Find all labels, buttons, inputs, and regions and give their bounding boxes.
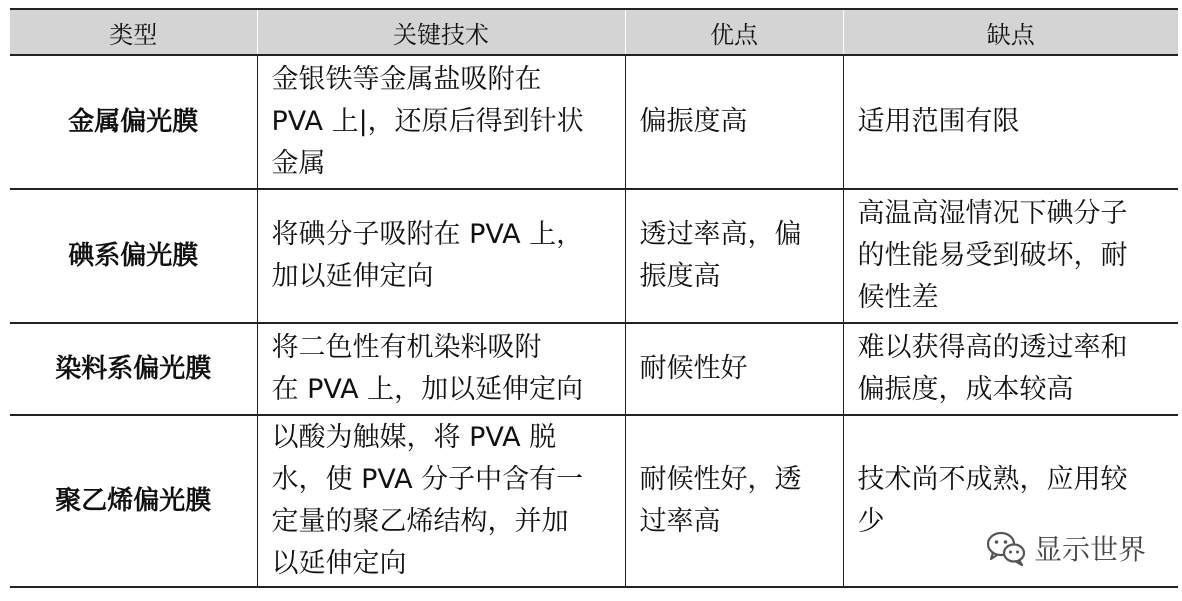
cell-pros (625, 55, 843, 189)
cell-type: 染料系偏光膜 (10, 323, 257, 415)
text-line: 耐候性好 (639, 353, 748, 384)
cell-tech (257, 323, 625, 415)
text-line: 加以延伸定向 (271, 261, 434, 292)
text-line: 过率高 (639, 506, 721, 537)
text-line: 透过率高，偏 (639, 219, 802, 250)
comparison-table (10, 8, 1178, 588)
header-row (10, 9, 1178, 55)
text-line: 难以获得高的透过率和 (857, 332, 1128, 363)
cell-tech (257, 415, 625, 587)
cell-pros (625, 415, 843, 587)
cell-pros (625, 323, 843, 415)
text-line: 适用范围有限 (857, 106, 1020, 137)
header-key-technology: 关键技术 (257, 9, 625, 55)
text-line: 技术尚不成熟，应用较 (857, 464, 1128, 495)
cell-type: 聚乙烯偏光膜 (10, 415, 257, 587)
header-advantages: 优点 (625, 9, 843, 55)
text-line: 耐候性好，透 (639, 464, 802, 495)
cell-cons (843, 55, 1178, 189)
header-type: 类型 (10, 9, 257, 55)
text-line: 水，使 PVA 分子中含有一 (271, 464, 584, 495)
cell-type: 金属偏光膜 (10, 55, 257, 189)
text-line: 少 (857, 506, 885, 537)
text-line: PVA 上|，还原后得到针状 (271, 106, 584, 137)
text-line: 在 PVA 上，加以延伸定向 (271, 374, 584, 405)
cell-pros (625, 189, 843, 323)
cell-tech (257, 55, 625, 189)
text-line: 定量的聚乙烯结构，并加 (271, 506, 569, 537)
cell-type: 碘系偏光膜 (10, 189, 257, 323)
table-row (10, 55, 1178, 189)
text-line: 偏振度高 (639, 106, 748, 137)
text-line: 将碘分子吸附在 PVA 上， (271, 219, 584, 250)
text-line: 候性差 (857, 282, 939, 313)
text-line: 金银铁等金属盐吸附在 (271, 64, 542, 95)
watermark-text: 显示世界 (1034, 533, 1147, 566)
cell-tech (257, 189, 625, 323)
text-line: 以延伸定向 (271, 548, 407, 579)
watermark (984, 528, 1146, 568)
wechat-icon (984, 528, 1028, 568)
text-line: 偏振度，成本较高 (857, 374, 1074, 405)
text-line: 高温高湿情况下碘分子 (857, 198, 1128, 229)
table-row (10, 189, 1178, 323)
text-line: 的性能易受到破坏，耐 (857, 240, 1128, 271)
text-line: 将二色性有机染料吸附 (271, 332, 542, 363)
table-row (10, 323, 1178, 415)
cell-cons (843, 189, 1178, 323)
text-line: 金属 (271, 148, 326, 179)
text-line: 以酸为触媒，将 PVA 脱 (271, 422, 557, 453)
text-line: 振度高 (639, 261, 721, 292)
table-header (10, 9, 1178, 55)
cell-cons (843, 323, 1178, 415)
header-disadvantages: 缺点 (843, 9, 1178, 55)
table-body (10, 55, 1178, 587)
